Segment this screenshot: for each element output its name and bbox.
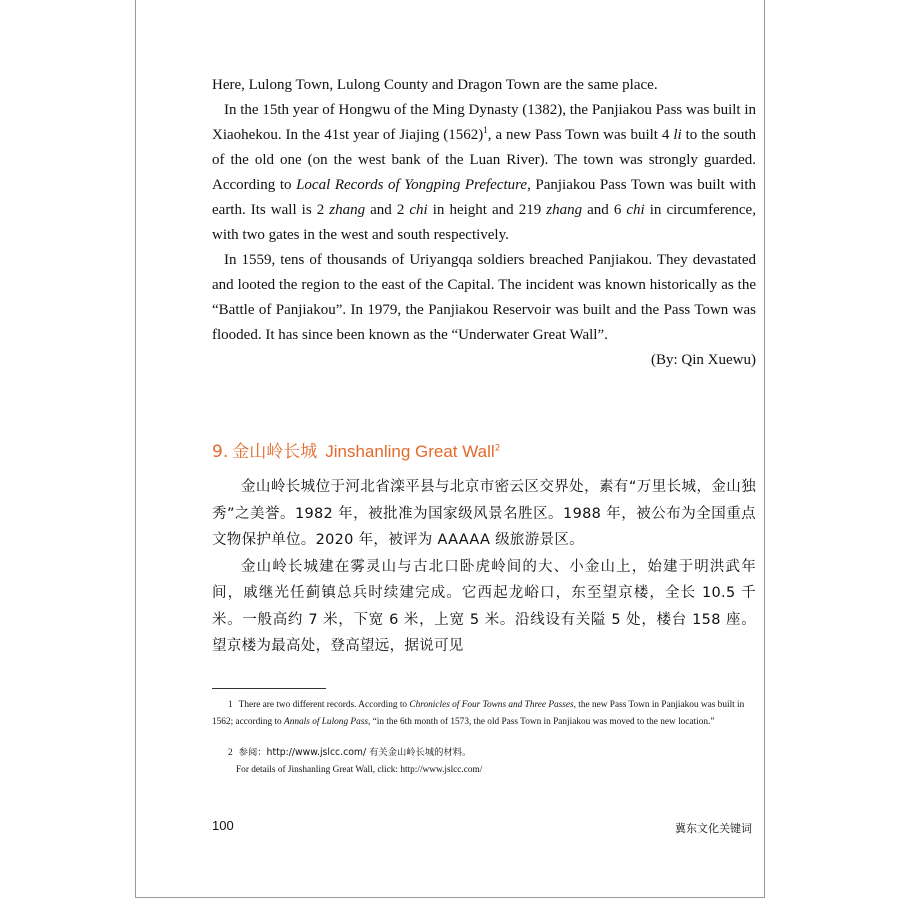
paragraph-lulong: Here, Lulong Town, Lulong County and Dragon Town are the same place.	[212, 77, 658, 93]
footnote-divider	[212, 688, 326, 689]
page-number: 100	[212, 818, 234, 833]
footnote-ref-2[interactable]: 2	[494, 443, 501, 454]
footnote-1: 1 There are two different records. According to Chronicles of Four Towns and Three Passes, the new Pass Town in Panjiakou was built in 1562; according to Annals of Lulong Pass, “in the 6th month of 1573, the old Pass Town in Panjiakou was moved to the new location.”	[212, 700, 745, 727]
section-title-zh: 金山岭长城	[232, 442, 318, 462]
section-heading	[212, 440, 500, 464]
english-text-block	[212, 73, 756, 373]
paragraph-jinshanling-intro: 金山岭长城位于河北省滦平县与北京市密云区交界处，素有“万里长城，金山独秀”之美誉。1982 年，被批准为国家级风景名胜区。1988 年，被公布为全国重点文物保护单位。2020 年，被评为 AAAAA 级旅游景区。	[212, 479, 756, 548]
book-page	[135, 0, 765, 898]
chinese-text-block	[212, 474, 756, 660]
footnote-2: 2 参阅：http://www.jslcc.com/ 有关金山岭长城的材料。 For details of Jinshanling Great Wall, click: http://www.jslcc.com/	[228, 747, 483, 775]
paragraph-jinshanling-construction: 金山岭长城建在雾灵山与古北口卧虎岭间的大、小金山上，始建于明洪武年间，戚继光任蓟镇总兵时续建完成。它西起龙峪口，东至望京楼，全长 10.5 千米。一般高约 7 米，下宽 6 米，上宽 5 米。沿线设有关隘 5 处，楼台 158 座。望京楼为最高处，登高望远，据说可见	[212, 558, 756, 654]
paragraph-panjiakou-history: In the 15th year of Hongwu of the Ming Dynasty (1382), the Panjiakou Pass was built in Xiaohekou. In the 41st year of Jiajing $(1562)^1$, a new Pass Town was built 4 li to the south of the old one (on the west bank of the Luan River). The town was strongly guarded. According to Local Records of Yongping Prefecture, Panjiakou Pass Town was built with earth. Its wall is 2 zhang and 2 chi in height and 219 zhang and 6 chi in circumference, with two gates in the west and south respectively.	[212, 102, 757, 243]
footnote-ref-1[interactable]: 1	[483, 125, 488, 135]
section-title-en: Jinshanling Great Wall	[325, 442, 495, 461]
section-number: 9.	[212, 442, 229, 462]
paragraph-battle-of-panjiakou: In 1559, tens of thousands of Uriyangqa soldiers breached Panjiakou. They devastated and looted the region to the east of the Capital. The incident was known historically as the “Battle of Panjiakou”. In 1979, the Panjiakou Reservoir was built and the Pass Town was flooded. It has since been known as the “Underwater Great Wall”.	[212, 252, 756, 343]
author-byline: (By: Qin Xuewu)	[651, 352, 756, 368]
running-footer-title: 冀东文化关键词	[675, 822, 752, 835]
book-title-yongping: Local Records of Yongping Prefecture	[296, 177, 528, 193]
